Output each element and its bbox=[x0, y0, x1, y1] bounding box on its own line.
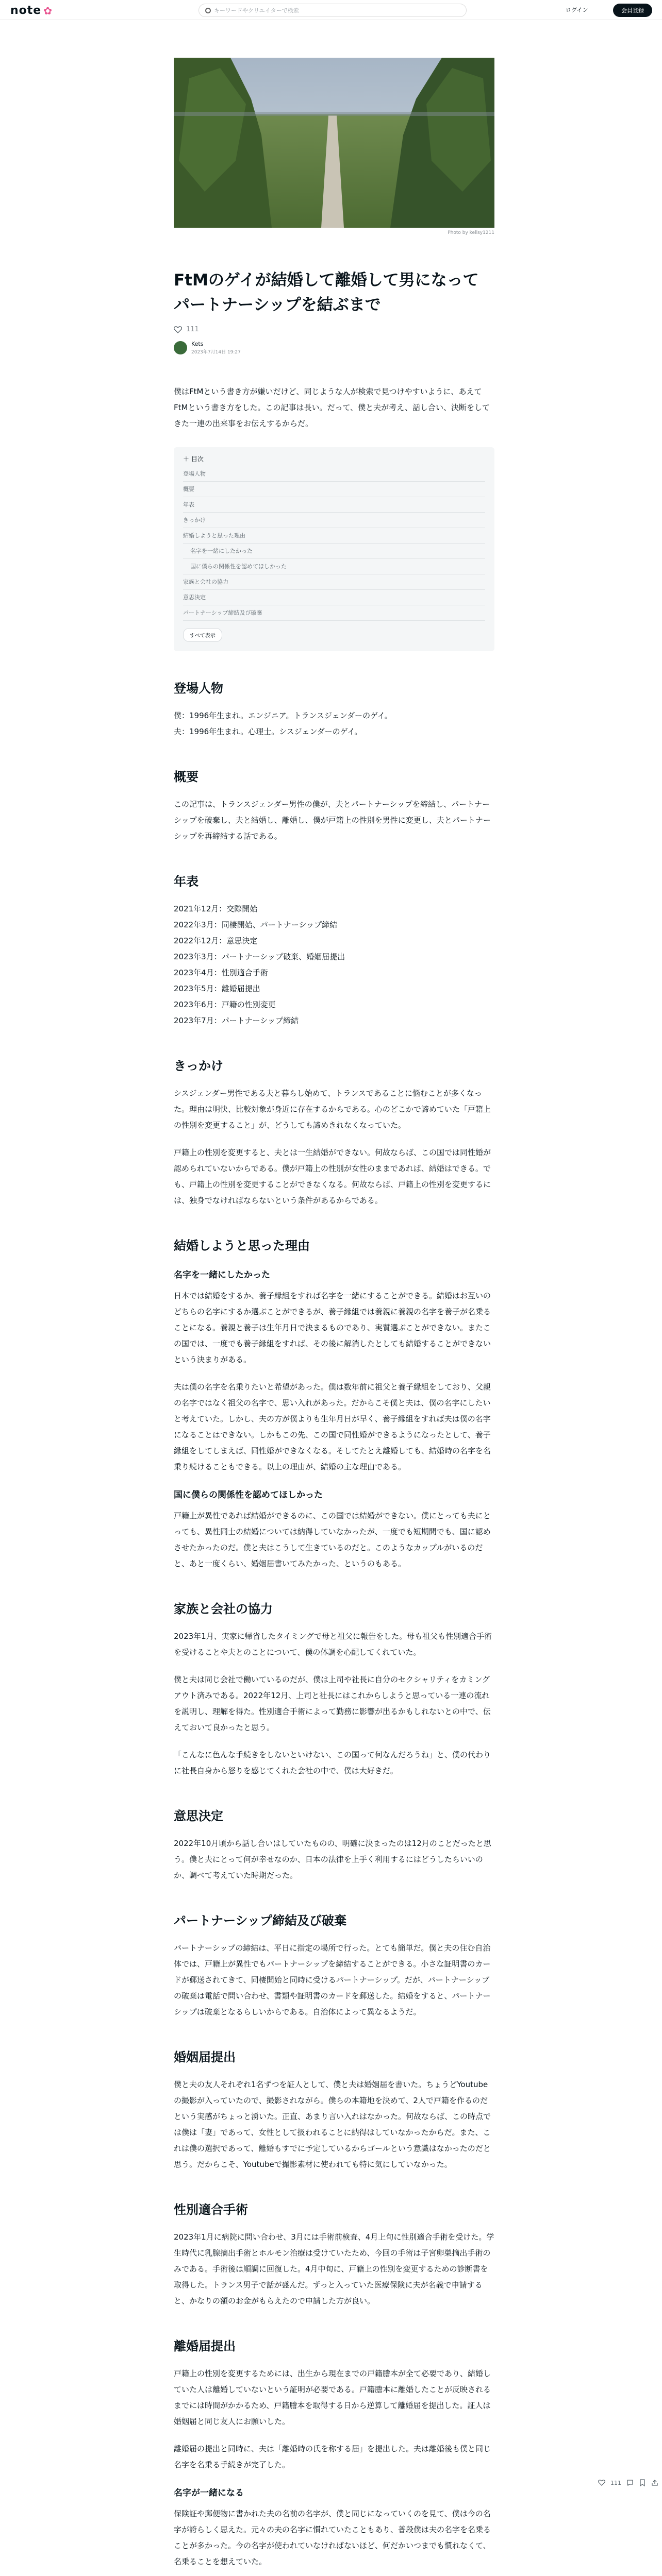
bookmark-icon[interactable] bbox=[639, 2479, 646, 2486]
article bbox=[174, 268, 494, 2570]
floating-like-count: 111 bbox=[610, 2479, 621, 2486]
share-icon[interactable] bbox=[651, 2479, 658, 2486]
subsection-heading: 名字を一緒にしたかった bbox=[174, 1270, 270, 1280]
toc-heading-text: 目次 bbox=[191, 455, 204, 463]
section-heading: 家族と会社の協力 bbox=[174, 1602, 273, 1616]
like-row bbox=[174, 326, 494, 333]
paragraph: この記事は、トランスジェンダー男性の僕が、夫とパートナーシップを締結し、パートナーシップを破棄し、夫と結婚し、離婚し、僕が戸籍上の性別を男性に変更し、夫とパートナーシップを再締結する話である。 bbox=[174, 800, 491, 841]
toc-item[interactable]: 家族と会社の協力 bbox=[183, 574, 485, 590]
paragraph: 夫：1996年生まれ。心理士。シスジェンダーのゲイ。 bbox=[174, 727, 362, 736]
section-heading: 年表 bbox=[174, 874, 198, 889]
search-input[interactable] bbox=[198, 4, 467, 17]
paragraph: 日本では結婚をするか、養子縁組をすれば名字を一緒にすることができる。結婚はお互いのどちらの名字にするか選ぶことができるが、養子縁組では養親に養親の名字を養子が名乗ることになる。養親と養子は生年月日で決まるものであり、実質選ぶことができない。またこの国では、一度でも養子縁組をすれば、その後に解消したとしても結婚することができないという決まりがある。 bbox=[174, 1291, 491, 1364]
paragraph: 夫は僕の名字を名乗りたいと希望があった。僕は数年前に祖父と養子縁組をしており、父親の名字ではなく祖父の名字で、思い入れがあった。だからこそ僕と夫は、僕の名字にしたいと考えていた。しかし、夫の方が僕よりも生年月日が早く、養子縁組をすれば夫は僕の名字になることはできない。しかもこの先、この国で同性婚ができるようになったとして、養子縁組をしてしまえば、同性婚ができなくなる。そしてたとえ離婚しても、結婚時の名字を名乗り続けることもできる。以上の理由が、結婚の主な理由である。 bbox=[174, 1382, 491, 1471]
article-title: FtMのゲイが結婚して離婚して男になってパートナーシップを結ぶまで bbox=[174, 271, 479, 314]
post-date: 2023年7月14日 19:27 bbox=[191, 350, 241, 355]
timeline-item: 2023年6月：戸籍の性別変更 bbox=[174, 1000, 276, 1009]
paragraph: 戸籍上が異性であれば結婚ができるのに、この国では結婚ができない。僕にとっても夫にとっても、異性同士の結婚については納得していなかったが、一度でも短期間でも、国に認めさせたかったのだ。僕と夫はこうして生きているのだと。このようなカップルがいるのだと、あと一度くらい、婚姻届書いてみたかった、というのもある。 bbox=[174, 1511, 491, 1568]
timeline-item: 2022年12月：意思決定 bbox=[174, 936, 258, 945]
flower-icon: ✿ bbox=[43, 4, 53, 17]
photo-credit: Photo by kellsy1211 bbox=[448, 230, 494, 235]
paragraph: 戸籍上の性別を変更するためには、出生から現在までの戸籍謄本が全て必要であり、結婚していた人は離婚していないという証明が必要である。戸籍謄本に離婚したことが反映されるまでには時間がかかるため、戸籍謄本を取得する日から逆算して離婚届を提出した。証人は婚姻届と同じ友人にお願いした。 bbox=[174, 2369, 491, 2426]
hero-image bbox=[174, 58, 494, 228]
toc-item[interactable]: 名字を一緒にしたかった bbox=[183, 544, 485, 559]
subsection-heading: 国に僕らの関係性を認めてほしかった bbox=[174, 1490, 323, 1500]
paragraph: 2023年1月に病院に問い合わせ、3月には手術前検査、4月上旬に性別適合手術を受けた。学生時代に乳腺摘出手術とホルモン治療は受けていたため、今回の手術は子宮卵巣摘出手術のみである。手術後は順調に回復した。4月中旬に、戸籍上の性別を変更するための診断書を取得した。トランス男子で話が盛んだ。ずっと入っていた医療保険に夫が名義で申請すると、かなりの額のお金がもらえたので申請した方が良い。 bbox=[174, 2232, 494, 2306]
search-icon bbox=[205, 8, 211, 13]
toc-item[interactable]: きっかけ bbox=[183, 513, 485, 528]
note-logo[interactable] bbox=[10, 4, 53, 17]
comment-icon[interactable] bbox=[626, 2479, 634, 2486]
login-link[interactable]: ログイン bbox=[566, 7, 588, 13]
paragraph: 2023年1月、実家に帰省したタイミングで母と祖父に報告をした。母も祖父も性別適合手術を受けることや夫とのことについて、僕の体調を心配してくれていた。 bbox=[174, 1632, 492, 1657]
paragraph: シスジェンダー男性である夫と暮らし始めて、トランスであることに悩むことが多くなった。理由は明快、比較対象が身近に存在するからである。心のどこかで諦めていた「戸籍上の性別を変更すること」が、どうしても諦めきれなくなっていた。 bbox=[174, 1089, 491, 1130]
timeline-item: 2023年3月：パートナーシップ破棄、婚姻届提出 bbox=[174, 952, 345, 961]
paragraph: 保険証や郵便物に書かれた夫の名前の名字が、僕と同じになっていくのを見て、僕は今の名字が誇らしく思えた。元々の夫の名字に慣れていたこともあり、普段僕は夫の名字を名乗ることが多かった。今の名字が使われていなければないほど、何だかいつまでも慣れなくて、名乗ることを想えていた。 bbox=[174, 2509, 491, 2566]
timeline-item: 2023年7月：パートナーシップ締結 bbox=[174, 1016, 299, 1025]
section-heading: 離婚届提出 bbox=[174, 2339, 236, 2353]
timeline-item: 2023年5月：離婚届提出 bbox=[174, 984, 260, 993]
toc-heading: ＋ 目次 bbox=[183, 455, 204, 463]
author-row[interactable] bbox=[174, 341, 494, 355]
paragraph: 戸籍上の性別を変更すると、夫とは一生結婚ができない。何故ならば、この国では同性婚が認められていないからである。僕が戸籍上の性別が女性のままであれば、結婚はできる。でも、戸籍上の性別を変更することができなくなる。何故ならば、戸籍上の性別を変更するには、独身でなければならないという条件があるからである。 bbox=[174, 1148, 491, 1205]
section-heading: 意思決定 bbox=[174, 1809, 223, 1823]
toc-item[interactable]: 結婚しようと思った理由 bbox=[183, 528, 485, 544]
author-name[interactable]: Kets bbox=[191, 341, 204, 347]
hero-photo bbox=[174, 58, 494, 228]
timeline-item: 2022年3月：同棲開始、パートナーシップ締結 bbox=[174, 920, 338, 929]
avatar[interactable] bbox=[174, 341, 187, 354]
paragraph: 僕と夫の友人それぞれ1名ずつを証人として、僕と夫は婚姻届を書いた。ちょうどYoutubeの撮影が入っていたので、撮影されながら。僕らの本籍地を決めて、2人で戸籍を作るのだという実感がちょっと湧いた。正直、あまり言い入れはなかった。何故ならば、この時点では僕は「妻」であって、女性として扱われることに納得はしていなかったからだ。また、これは僕の選択であって、離婚もすでに予定しているからゴールという意識はなかったのだと思う。だからこそ、Youtubeで撮影素材に使われても特に気にしていなかった。 bbox=[174, 2080, 491, 2169]
paragraph: 離婚届の提出と同時に、夫は「離婚時の氏を称する届」を提出した。夫は離婚後も僕と同じ名字を名乗る手続きが完了した。 bbox=[174, 2444, 491, 2469]
toc-item[interactable]: パートナーシップ締結及び破棄 bbox=[183, 605, 485, 621]
like-count: 111 bbox=[186, 326, 199, 333]
section-heading: 性別適合手術 bbox=[174, 2202, 248, 2217]
toc-item[interactable]: 概要 bbox=[183, 482, 485, 497]
signup-button[interactable]: 会員登録 bbox=[613, 4, 652, 17]
toc-item[interactable]: 意思決定 bbox=[183, 590, 485, 605]
paragraph: 「こんなに色んな手続きをしないといけない、この国って何なんだろうね」と、僕の代わりに社長自身から怒りを感じてくれた会社の中で、僕は大好きだ。 bbox=[174, 1750, 491, 1775]
timeline-item: 2023年4月：性別適合手術 bbox=[174, 968, 268, 977]
floating-action-bar bbox=[598, 2479, 658, 2486]
section-heading: 結婚しようと思った理由 bbox=[174, 1239, 310, 1253]
toc-show-all-button[interactable]: すべて表示 bbox=[183, 628, 222, 642]
timeline-item: 2021年12月：交際開始 bbox=[174, 904, 258, 913]
table-of-contents bbox=[174, 447, 494, 651]
heart-icon[interactable] bbox=[598, 2480, 605, 2486]
paragraph: 僕と夫は同じ会社で働いているのだが、僕は上司や社長に自分のセクシャリティをカミングアウト済みである。2022年12月、上司と社長にはこれからしようと思っている一連の流れを説明し、理解を得た。性別適合手術によって勤務に影響が出るかもしれないとの中で、伝えておいて良かったと思う。 bbox=[174, 1675, 491, 1732]
toc-item[interactable]: 登場人物 bbox=[183, 466, 485, 482]
search-placeholder: キーワードやクリエイターで検索 bbox=[214, 7, 299, 14]
section-heading: 登場人物 bbox=[174, 681, 223, 696]
paragraph: 僕：1996年生まれ。エンジニア。トランスジェンダーのゲイ。 bbox=[174, 711, 392, 720]
logo-text: note bbox=[10, 4, 42, 17]
toc-item[interactable]: 年表 bbox=[183, 497, 485, 513]
section-heading: 婚姻届提出 bbox=[174, 2050, 236, 2064]
section-heading: パートナーシップ締結及び破棄 bbox=[174, 1913, 347, 1928]
intro-paragraph: 僕はFtMという書き方が嫌いだけど、同じような人が検索で見つけやすいように、あえてFtMという書き方をした。この記事は長い。だって、僕と夫が考え、話し合い、決断をしてきた一連の出来事をお伝えするからだ。 bbox=[174, 387, 490, 428]
subsection-heading: 名字が一緒になる bbox=[174, 2488, 244, 2498]
heart-icon[interactable] bbox=[174, 326, 182, 333]
section-heading: 概要 bbox=[174, 770, 198, 784]
toc-item[interactable]: 国に僕らの関係性を認めてほしかった bbox=[183, 559, 485, 574]
paragraph: 2022年10月頃から話し合いはしていたものの、明確に決まったのは12月のことだったと思う。僕と夫にとって何が幸せなのか、日本の法律を上手く利用するにはどうしたらいいのか、調べて考えていた時期だった。 bbox=[174, 1839, 491, 1880]
top-bar bbox=[0, 0, 662, 20]
paragraph: パートナーシップの締結は、平日に指定の場所で行った。とても簡単だ。僕と夫の住む自治体では、戸籍上が異性でもパートナーシップを締結することができる。小さな証明書のカードが郵送されてきて、同棲開始と同時に受けるパートナーシップ。だが、パートナーシップの破棄は電話で問い合わせ、書類や証明書のカードを郵送した。結婚をすると、パートナーシップは破棄となるらしいからである。自治体によって異なるようだ。 bbox=[174, 1943, 491, 2016]
section-heading: きっかけ bbox=[174, 1059, 223, 1073]
